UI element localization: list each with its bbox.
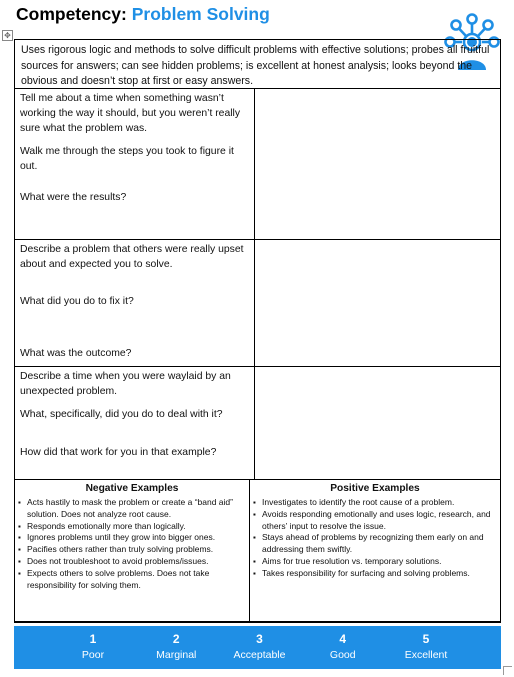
negative-example-item: ▪ Ignores problems until they grow into bigger ones. <box>27 532 247 544</box>
page-corner-mark <box>503 666 512 675</box>
rating-label: Poor <box>81 649 105 661</box>
answer-notes-cell-2[interactable] <box>255 240 500 366</box>
rating-number: 2 <box>172 632 180 646</box>
question-text: What did you do to fix it? <box>20 296 134 307</box>
rating-label: Good <box>329 649 356 661</box>
question-row-3 <box>15 367 500 480</box>
question-text: What were the results? <box>20 192 127 203</box>
question-text: Walk me through the steps you took to figure it out. <box>20 146 234 172</box>
rating-option-2[interactable] <box>141 626 211 669</box>
question-text: Tell me about a time when something wasn’t working the way it should, but you weren’t really sure what the problem was. <box>20 93 241 134</box>
negative-examples <box>15 480 250 621</box>
question-cell-3 <box>15 367 255 479</box>
negative-example-item: ▪ Does not troubleshoot to avoid problems/issues. <box>27 556 247 568</box>
question-cell-1 <box>15 89 255 239</box>
rating-number: 1 <box>89 632 97 646</box>
negative-examples-heading: Negative Examples <box>85 483 179 494</box>
rating-option-4[interactable] <box>308 626 378 669</box>
rating-number: 5 <box>422 632 430 646</box>
rating-option-3[interactable] <box>225 626 295 669</box>
rating-scale <box>14 626 501 669</box>
competency-summary: Uses rigorous logic and methods to solve difficult problems with effective solutions; probes all fruitful sources for answers; can see hidden problems; is excellent at honest analysis; looks beyond the obvious and doesn’t stop at first or easy answers. <box>15 40 500 89</box>
question-text: Describe a problem that others were really upset about and expected you to solve. <box>20 244 244 270</box>
negative-example-item: ▪ Responds emotionally more than logically. <box>27 521 247 533</box>
positive-example-item: ▪ Stays ahead of problems by recognizing them early on and addressing them swiftly. <box>262 532 498 556</box>
negative-example-item: ▪ Pacifies others rather than truly solving problems. <box>27 544 247 556</box>
answer-notes-cell-1[interactable] <box>255 89 500 239</box>
positive-example-item: ▪ Avoids responding emotionally and uses logic, research, and others’ input to resolve the issue. <box>262 509 498 533</box>
negative-example-item: ▪ Acts hastily to mask the problem or create a “band aid” solution. Does not analyze root cause. <box>27 497 247 521</box>
question-text: Describe a time when you were waylaid by an unexpected problem. <box>20 371 231 397</box>
question-text: What was the outcome? <box>20 348 132 359</box>
positive-example-item: ▪ Investigates to identify the root cause of a problem. <box>262 497 498 509</box>
rating-label: Marginal <box>156 649 197 661</box>
answer-notes-cell-3[interactable] <box>255 367 500 479</box>
positive-examples-heading: Positive Examples <box>330 483 420 494</box>
positive-example-item: ▪ Aims for true resolution vs. temporary solutions. <box>262 556 498 568</box>
title-prefix: Competency: <box>16 4 132 24</box>
rating-label: Excellent <box>404 649 448 661</box>
table-move-handle-icon[interactable]: ✥ <box>2 30 13 41</box>
positive-example-item: ▪ Takes responsibility for surfacing and solving problems. <box>262 568 498 580</box>
positive-examples <box>250 480 500 621</box>
question-text: How did that work for you in that example? <box>20 447 217 458</box>
question-text: What, specifically, did you do to deal with it? <box>20 409 223 420</box>
competency-table <box>14 39 501 623</box>
rating-option-1[interactable] <box>58 626 128 669</box>
rating-option-5[interactable] <box>391 626 461 669</box>
rating-number: 4 <box>339 632 347 646</box>
rating-label: Acceptable <box>233 649 286 661</box>
title-accent: Problem Solving <box>131 4 270 24</box>
page-title <box>16 4 270 25</box>
question-row-2 <box>15 240 500 367</box>
question-row-1 <box>15 89 500 240</box>
rating-number: 3 <box>256 632 263 646</box>
question-cell-2 <box>15 240 255 366</box>
negative-example-item: ▪ Expects others to solve problems. Does not take responsibility for solving them. <box>27 568 247 592</box>
examples-row <box>15 480 500 622</box>
